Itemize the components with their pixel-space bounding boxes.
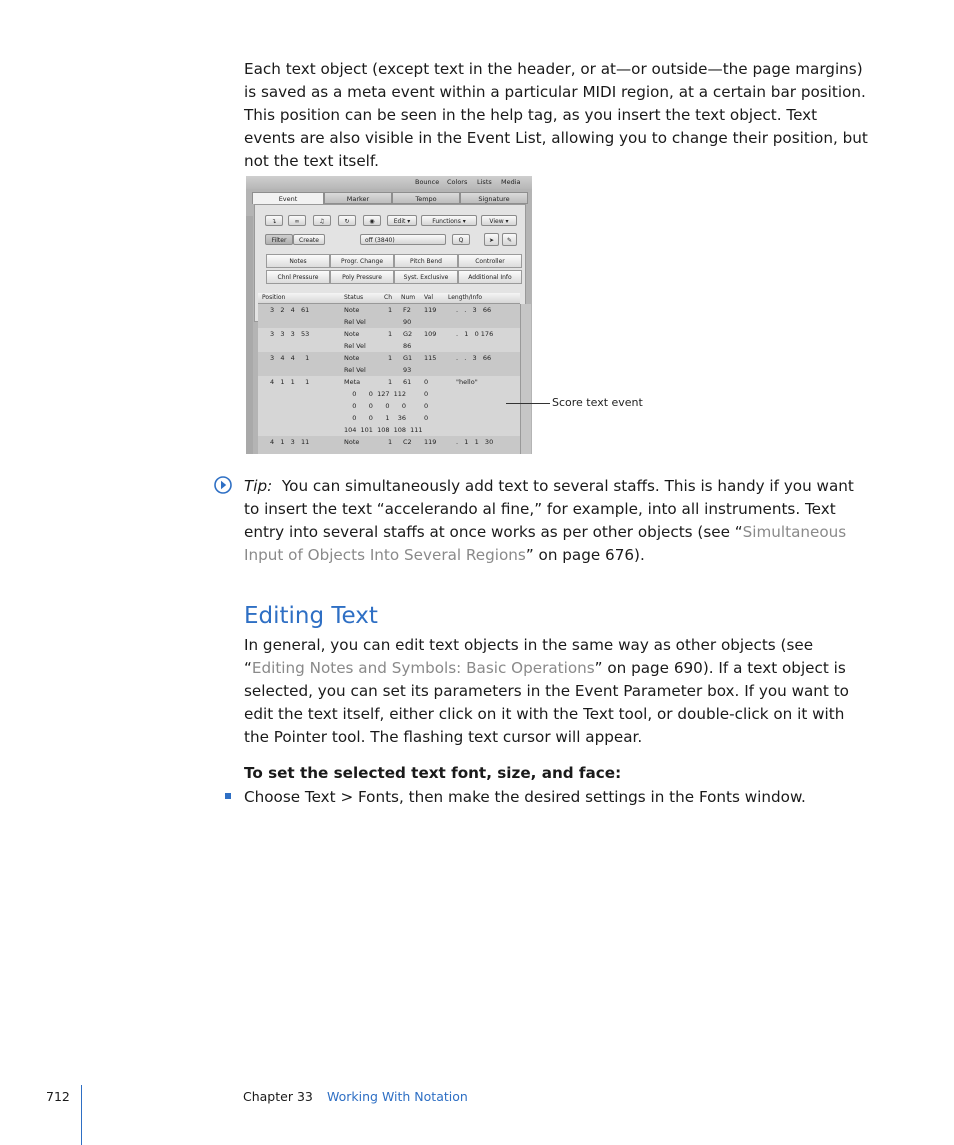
event-cell-len[interactable]: . . 3 66 bbox=[456, 306, 492, 314]
event-cell-status[interactable]: 0 0 0 0 bbox=[344, 402, 406, 410]
event-cell-pos[interactable]: 3 2 4 61 bbox=[270, 306, 310, 314]
event-cell-val[interactable]: 0 bbox=[424, 402, 429, 410]
event-cell-len[interactable]: . 1 1 30 bbox=[456, 438, 494, 446]
quantize-button[interactable]: Q bbox=[452, 234, 470, 245]
filter-controller[interactable]: Controller bbox=[458, 254, 522, 268]
event-cell-num[interactable]: G2 bbox=[403, 330, 413, 338]
col-ch[interactable]: Ch bbox=[384, 294, 392, 301]
event-cell-len[interactable]: "hello" bbox=[456, 378, 478, 386]
event-cell-num[interactable]: 86 bbox=[403, 342, 412, 350]
tab-event[interactable]: Event bbox=[252, 192, 324, 204]
tip-label: Tip: bbox=[244, 477, 273, 495]
filter-additional-info[interactable]: Additional Info bbox=[458, 270, 522, 284]
tab-marker[interactable]: Marker bbox=[324, 192, 392, 204]
tab-tempo[interactable]: Tempo bbox=[392, 192, 460, 204]
left-scrollbar[interactable] bbox=[246, 216, 253, 454]
event-cell-val[interactable]: 0 bbox=[424, 414, 429, 422]
col-val[interactable]: Val bbox=[424, 294, 433, 301]
event-cell-pos[interactable]: 4 1 3 11 bbox=[270, 438, 310, 446]
event-cell-status[interactable]: 0 0 127 112 bbox=[344, 390, 407, 398]
callout-score-text-event: Score text event bbox=[552, 396, 643, 409]
bullet-square-icon bbox=[225, 793, 231, 799]
footer-chapter: Chapter 33 bbox=[243, 1089, 313, 1104]
event-cell-status[interactable]: Rel Vel bbox=[344, 366, 366, 374]
col-status[interactable]: Status bbox=[344, 294, 364, 301]
col-num[interactable]: Num bbox=[401, 294, 416, 301]
event-cell-num[interactable]: G1 bbox=[403, 354, 413, 362]
event-cell-len[interactable]: . . 3 66 bbox=[456, 354, 492, 362]
catch-icon[interactable]: ↻ bbox=[338, 215, 356, 226]
midi-out-icon[interactable]: ↴ bbox=[265, 215, 283, 226]
event-cell-ch[interactable]: 1 bbox=[388, 378, 393, 386]
filter-chnl-pressure[interactable]: Chnl Pressure bbox=[266, 270, 330, 284]
menu-lists[interactable]: Lists bbox=[477, 178, 492, 186]
event-cell-num[interactable]: 93 bbox=[403, 366, 412, 374]
filter-button[interactable]: Filter bbox=[265, 234, 293, 245]
menu-bounce[interactable]: Bounce bbox=[415, 178, 440, 186]
event-cell-ch[interactable]: 1 bbox=[388, 354, 393, 362]
event-cell-status[interactable]: 104 101 108 108 111 bbox=[344, 426, 423, 434]
task-subheading: To set the selected text font, size, and face: bbox=[244, 764, 622, 782]
section-cross-reference-link[interactable]: Editing Notes and Symbols: Basic Operations bbox=[251, 659, 595, 677]
filter-notes[interactable]: Notes bbox=[266, 254, 330, 268]
content-catch-icon[interactable]: ◉ bbox=[363, 215, 381, 226]
tip-text-b: ” on page 676). bbox=[525, 546, 645, 564]
event-cell-status[interactable]: Rel Vel bbox=[344, 318, 366, 326]
footer-chapter-title[interactable]: Working With Notation bbox=[327, 1089, 468, 1104]
tip-arrow-icon bbox=[214, 476, 232, 494]
event-cell-len[interactable]: . 1 0 176 bbox=[456, 330, 494, 338]
event-cell-pos[interactable]: 4 1 1 1 bbox=[270, 378, 310, 386]
section-heading: Editing Text bbox=[244, 603, 378, 629]
section-body bbox=[244, 634, 872, 749]
filter-syst-exclusive[interactable]: Syst. Exclusive bbox=[394, 270, 458, 284]
event-cell-val[interactable]: 119 bbox=[424, 438, 437, 446]
callout-line bbox=[506, 403, 550, 404]
link-icon[interactable]: ∞ bbox=[288, 215, 306, 226]
event-cell-val[interactable]: 119 bbox=[424, 306, 437, 314]
event-list-screenshot bbox=[246, 176, 532, 454]
functions-menu-button[interactable]: Functions ▾ bbox=[421, 215, 477, 226]
event-cell-num[interactable]: C2 bbox=[403, 438, 412, 446]
section-body-a: In general, you can edit text objects in the same way as other objects (see “ bbox=[244, 636, 814, 677]
screenshot-menubar bbox=[246, 176, 532, 189]
event-cell-ch[interactable]: 1 bbox=[388, 330, 393, 338]
edit-menu-button[interactable]: Edit ▾ bbox=[387, 215, 417, 226]
event-table-header bbox=[258, 293, 520, 304]
event-cell-pos[interactable]: 3 4 4 1 bbox=[270, 354, 310, 362]
table-scrollbar[interactable] bbox=[520, 304, 531, 454]
tip-cross-reference-link[interactable]: Simultaneous Input of Objects Into Several Regions bbox=[244, 523, 847, 564]
event-cell-status[interactable]: Rel Vel bbox=[344, 342, 366, 350]
event-cell-num[interactable]: F2 bbox=[403, 306, 411, 314]
event-cell-val[interactable]: 109 bbox=[424, 330, 437, 338]
event-cell-status[interactable]: Note bbox=[344, 306, 360, 314]
intro-paragraph: Each text object (except text in the header, or at—or outside—the page margins) is saved as a meta event within a particular MIDI region, at a certain bar position. This position can be seen in the help tag, as you insert the text object. Text events are also visible in the Event List, allowing you to change their position, but not the text itself. bbox=[244, 60, 868, 170]
create-button[interactable]: Create bbox=[293, 234, 325, 245]
pencil-tool-icon[interactable]: ✎ bbox=[502, 233, 517, 246]
quantize-select[interactable]: off (3840) bbox=[360, 234, 446, 245]
event-cell-status[interactable]: Note bbox=[344, 330, 360, 338]
tip-text-a: You can simultaneously add text to several staffs. This is handy if you want to insert the text “accelerando al fine,” for example, into all instruments. Text entry into several staffs at once works as per other objects (see “ bbox=[244, 477, 854, 541]
event-cell-pos[interactable]: 3 3 3 53 bbox=[270, 330, 310, 338]
filter-poly-pressure[interactable]: Poly Pressure bbox=[330, 270, 394, 284]
event-cell-status[interactable]: Note bbox=[344, 438, 360, 446]
page-number: 712 bbox=[46, 1089, 70, 1104]
event-cell-num[interactable]: 90 bbox=[403, 318, 412, 326]
event-cell-val[interactable]: 0 bbox=[424, 378, 429, 386]
event-cell-val[interactable]: 115 bbox=[424, 354, 437, 362]
event-cell-status[interactable]: 0 0 1 36 bbox=[344, 414, 407, 422]
tab-bar bbox=[252, 192, 528, 204]
event-cell-val[interactable]: 0 bbox=[424, 390, 429, 398]
event-cell-ch[interactable]: 1 bbox=[388, 306, 393, 314]
event-table-body bbox=[258, 304, 520, 454]
event-cell-num[interactable]: 61 bbox=[403, 378, 412, 386]
midi-in-icon[interactable]: ♫ bbox=[313, 215, 331, 226]
event-cell-status[interactable]: Note bbox=[344, 354, 360, 362]
tip-paragraph bbox=[244, 475, 872, 567]
footer-rule bbox=[81, 1085, 82, 1145]
task-bullet-text: Choose Text > Fonts, then make the desired settings in the Fonts window. bbox=[244, 788, 806, 806]
pointer-tool-icon[interactable]: ➤ bbox=[484, 233, 499, 246]
event-cell-ch[interactable]: 1 bbox=[388, 438, 393, 446]
menu-media[interactable]: Media bbox=[501, 178, 521, 186]
tab-signature[interactable]: Signature bbox=[460, 192, 528, 204]
section-body-b: ” on page 690). If a text object is selected, you can set its parameters in the Event Parameter box. If you want to edit the text itself, either click on it with the Text tool, or double-click on it with the Pointer tool. The flashing text cursor will appear. bbox=[244, 659, 849, 746]
col-length-info[interactable]: Length/Info bbox=[448, 294, 483, 301]
view-menu-button[interactable]: View ▾ bbox=[481, 215, 517, 226]
filter-progr-change[interactable]: Progr. Change bbox=[330, 254, 394, 268]
event-cell-status[interactable]: Meta bbox=[344, 378, 361, 386]
col-position[interactable]: Position bbox=[262, 294, 286, 301]
menu-colors[interactable]: Colors bbox=[447, 178, 468, 186]
filter-pitch-bend[interactable]: Pitch Bend bbox=[394, 254, 458, 268]
